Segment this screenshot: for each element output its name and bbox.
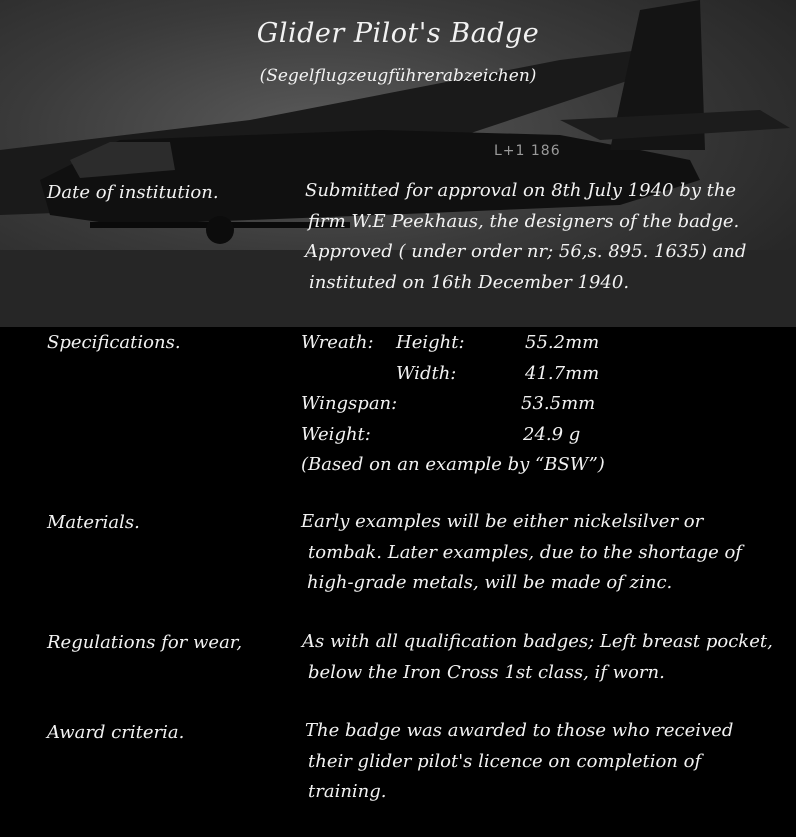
regulations-line: below the Iron Cross 1st class, if worn. [308, 661, 665, 683]
materials-line: tombak. Later examples, due to the shortage of [308, 541, 742, 563]
award-text [305, 716, 733, 808]
page-subtitle: (Segelflugzeugführerabzeichen) [259, 66, 537, 86]
wingspan-value: 53.5mm [521, 393, 596, 414]
materials-text [301, 507, 742, 599]
weight-value: 24.9 g [523, 424, 581, 445]
fuselage-marking: L+1 186 [494, 143, 561, 159]
date-line: instituted on 16th December 1940. [309, 271, 630, 293]
regulations-text [302, 627, 773, 688]
wingspan-label: Wingspan: [301, 393, 398, 414]
height-label: Height: [396, 332, 465, 353]
award-line: training. [308, 781, 387, 802]
award-line: their glider pilot's licence on completion of [308, 750, 702, 772]
specifications-label: Specifications. [47, 332, 181, 353]
regulations-label: Regulations for wear, [47, 632, 243, 653]
award-label: Award criteria. [47, 722, 185, 743]
date-line: Approved ( under order nr; 56,s. 895. 1635) and [305, 241, 747, 262]
height-value: 55.2mm [525, 332, 600, 353]
width-label: Width: [396, 363, 457, 384]
materials-line: high-grade metals, will be made of zinc. [307, 572, 673, 593]
materials-line: Early examples will be either nickelsilver or [301, 511, 704, 532]
materials-label: Materials. [47, 512, 140, 533]
specifications-note: (Based on an example by “BSW”) [301, 454, 605, 475]
award-line: The badge was awarded to those who received [305, 720, 734, 741]
weight-label: Weight: [301, 424, 371, 445]
date-line: firm W.E Peekhaus, the designers of the badge. [308, 210, 740, 232]
date-label: Date of institution. [47, 182, 219, 203]
page-title: Glider Pilot's Badge [256, 18, 540, 49]
date-text [305, 176, 746, 298]
wreath-label: Wreath: [301, 332, 374, 353]
width-value: 41.7mm [525, 363, 600, 384]
date-line: Submitted for approval on 8th July 1940 by the [305, 180, 737, 201]
regulations-line: As with all qualification badges; Left breast pocket, [302, 631, 773, 652]
